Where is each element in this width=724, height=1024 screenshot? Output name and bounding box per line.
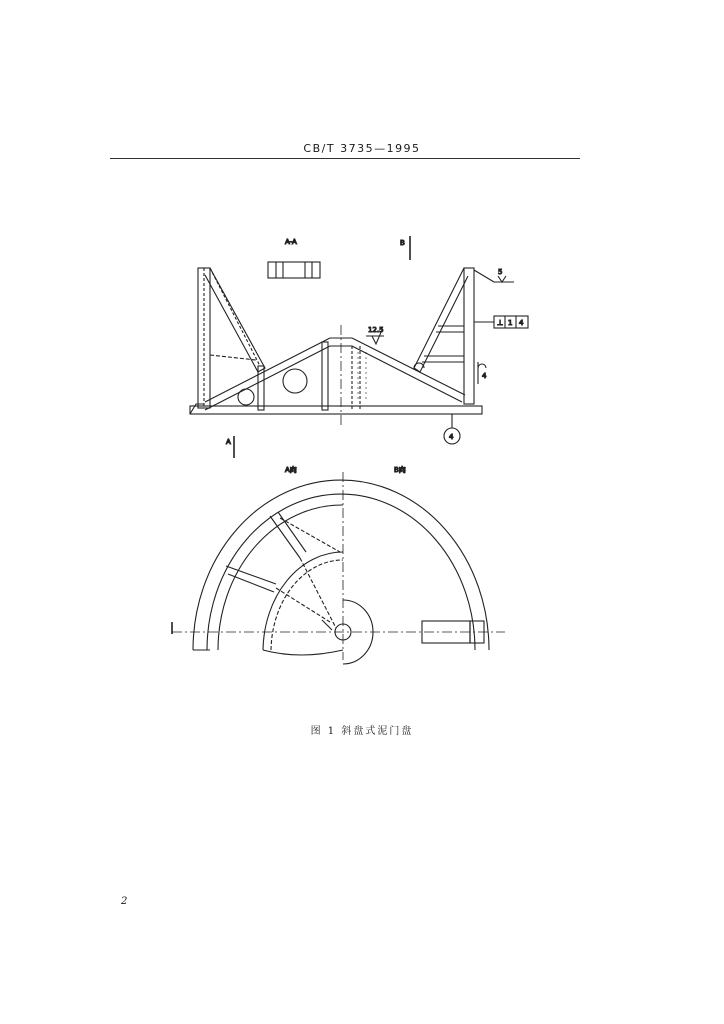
- label-b: B: [400, 239, 405, 247]
- roughness-value: 12.5: [368, 326, 384, 334]
- label-a: A: [226, 438, 231, 446]
- datum-c: 4: [519, 319, 524, 327]
- detail-plug: [268, 262, 320, 278]
- section-view-a-a: [190, 236, 528, 458]
- weld-value: 5: [498, 268, 503, 276]
- weld-symbol: [474, 270, 514, 282]
- section-label: A-A: [285, 238, 297, 246]
- bottom-plate: [190, 406, 482, 414]
- right-wall: [464, 268, 474, 404]
- figure-caption: 图 1 斜盘式泥门盘: [310, 726, 414, 737]
- standard-header: CB/T 3735—1995: [303, 142, 421, 155]
- page-number: 2: [121, 896, 128, 907]
- view-b-label: B向: [394, 466, 406, 474]
- plan-view: [172, 465, 505, 664]
- view-a-label: A向: [285, 466, 297, 474]
- part-balloon-number: 4: [449, 433, 454, 441]
- datum-b: 1: [508, 319, 513, 327]
- callout-4: 4: [482, 372, 487, 380]
- datum-a: ⊥: [497, 319, 504, 327]
